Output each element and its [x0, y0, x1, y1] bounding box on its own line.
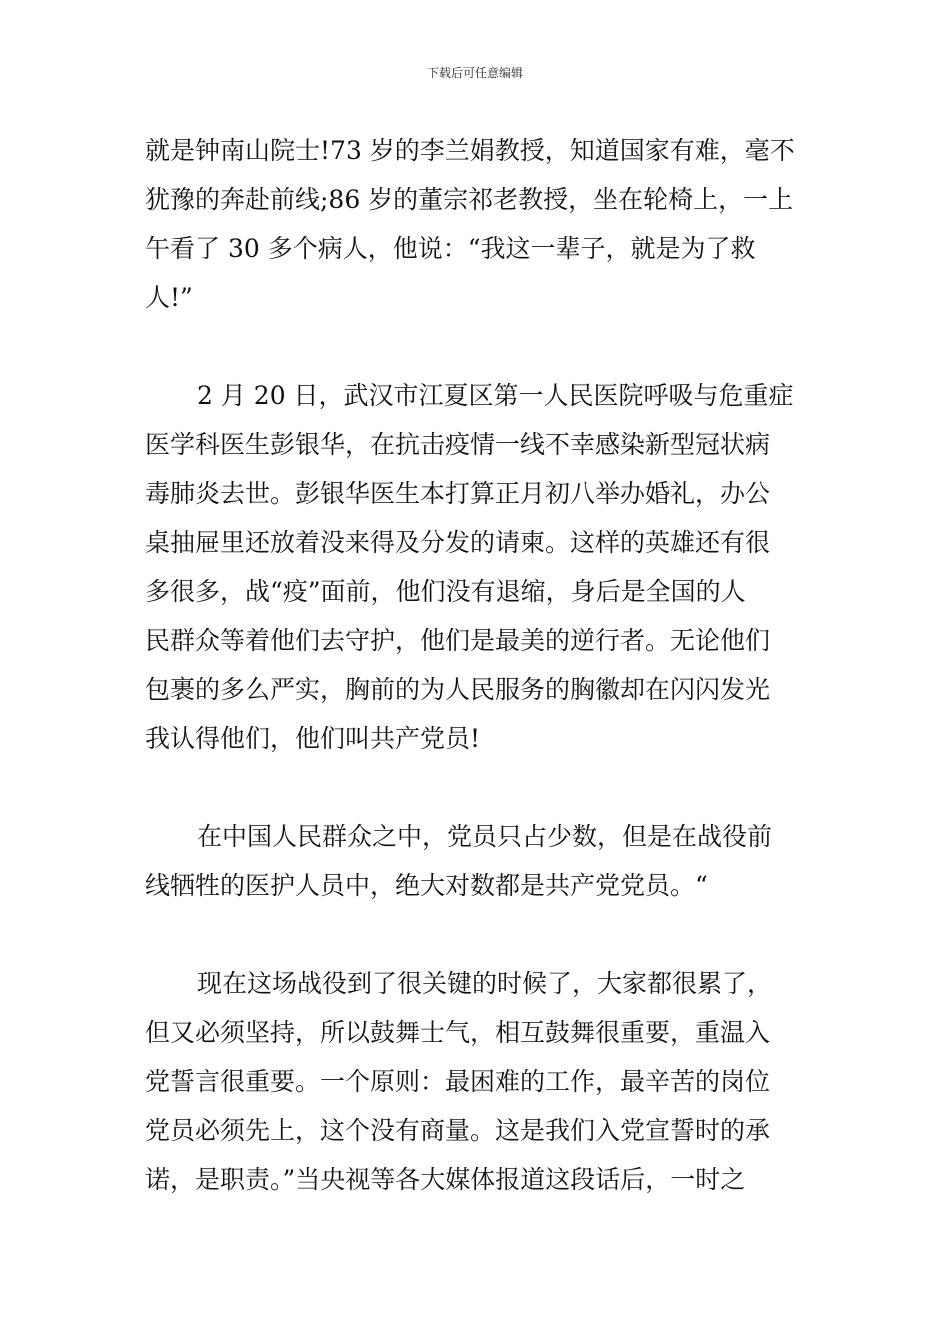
text-line: 党誓言很重要。一个原则：最困难的工作，最辛苦的岗位 [145, 1067, 771, 1096]
text-line: 但又必须坚持，所以鼓舞士气，相互鼓舞很重要，重温入 [145, 1018, 771, 1047]
text-line: 线牺牲的医护人员中，绝大对数都是共产党党员。“ [145, 871, 708, 900]
text-line: 2 月 20 日，武汉市江夏区第一人民医院呼吸与危重症 [197, 381, 794, 410]
text-line: 现在这场战役到了很关键的时候了，大家都很累了， [197, 969, 773, 998]
text-line: 民群众等着他们去守护，他们是最美的逆行者。无论他们 [145, 626, 771, 655]
paragraph-3 [145, 812, 810, 910]
text-line: 包裹的多么严实，胸前的为人民服务的胸徽却在闪闪发光 [145, 675, 771, 704]
text-line: 在中国人民群众之中，党员只占少数，但是在战役前 [197, 822, 773, 851]
paragraph-spacer [145, 322, 810, 371]
paragraph-4 [145, 959, 810, 1204]
document-body [145, 126, 810, 1204]
paragraph-spacer [145, 763, 810, 812]
text-line: 党员必须先上，这个没有商量。这是我们入党宣誓时的承 [145, 1116, 771, 1145]
paragraph-spacer [145, 910, 810, 959]
text-line: 午看了 30 多个病人，他说：“我这一辈子，就是为了救 [145, 234, 756, 263]
text-line: 我认得他们，他们叫共产党员! [145, 724, 481, 753]
text-line: 犹豫的奔赴前线;86 岁的董宗祁老教授，坐在轮椅上，一上 [145, 185, 794, 214]
text-line: 多很多，战“疫”面前，他们没有退缩，身后是全国的人 [145, 577, 746, 606]
paragraph-1 [145, 126, 810, 322]
text-line: 人!” [145, 283, 193, 312]
text-line: 医学科医生彭银华，在抗击疫情一线不幸感染新型冠状病 [145, 430, 771, 459]
text-line: 诺，是职责。”当央视等各大媒体报道这段话后，一时之 [145, 1165, 746, 1194]
paragraph-2 [145, 371, 810, 763]
text-line: 就是钟南山院士!73 岁的李兰娟教授，知道国家有难，毫不 [145, 136, 795, 165]
text-line: 毒肺炎去世。彭银华医生本打算正月初八举办婚礼，办公 [145, 479, 771, 508]
page-header: 下载后可任意编辑 [426, 66, 523, 80]
text-line: 桌抽屉里还放着没来得及分发的请柬。这样的英雄还有很 [145, 528, 771, 557]
